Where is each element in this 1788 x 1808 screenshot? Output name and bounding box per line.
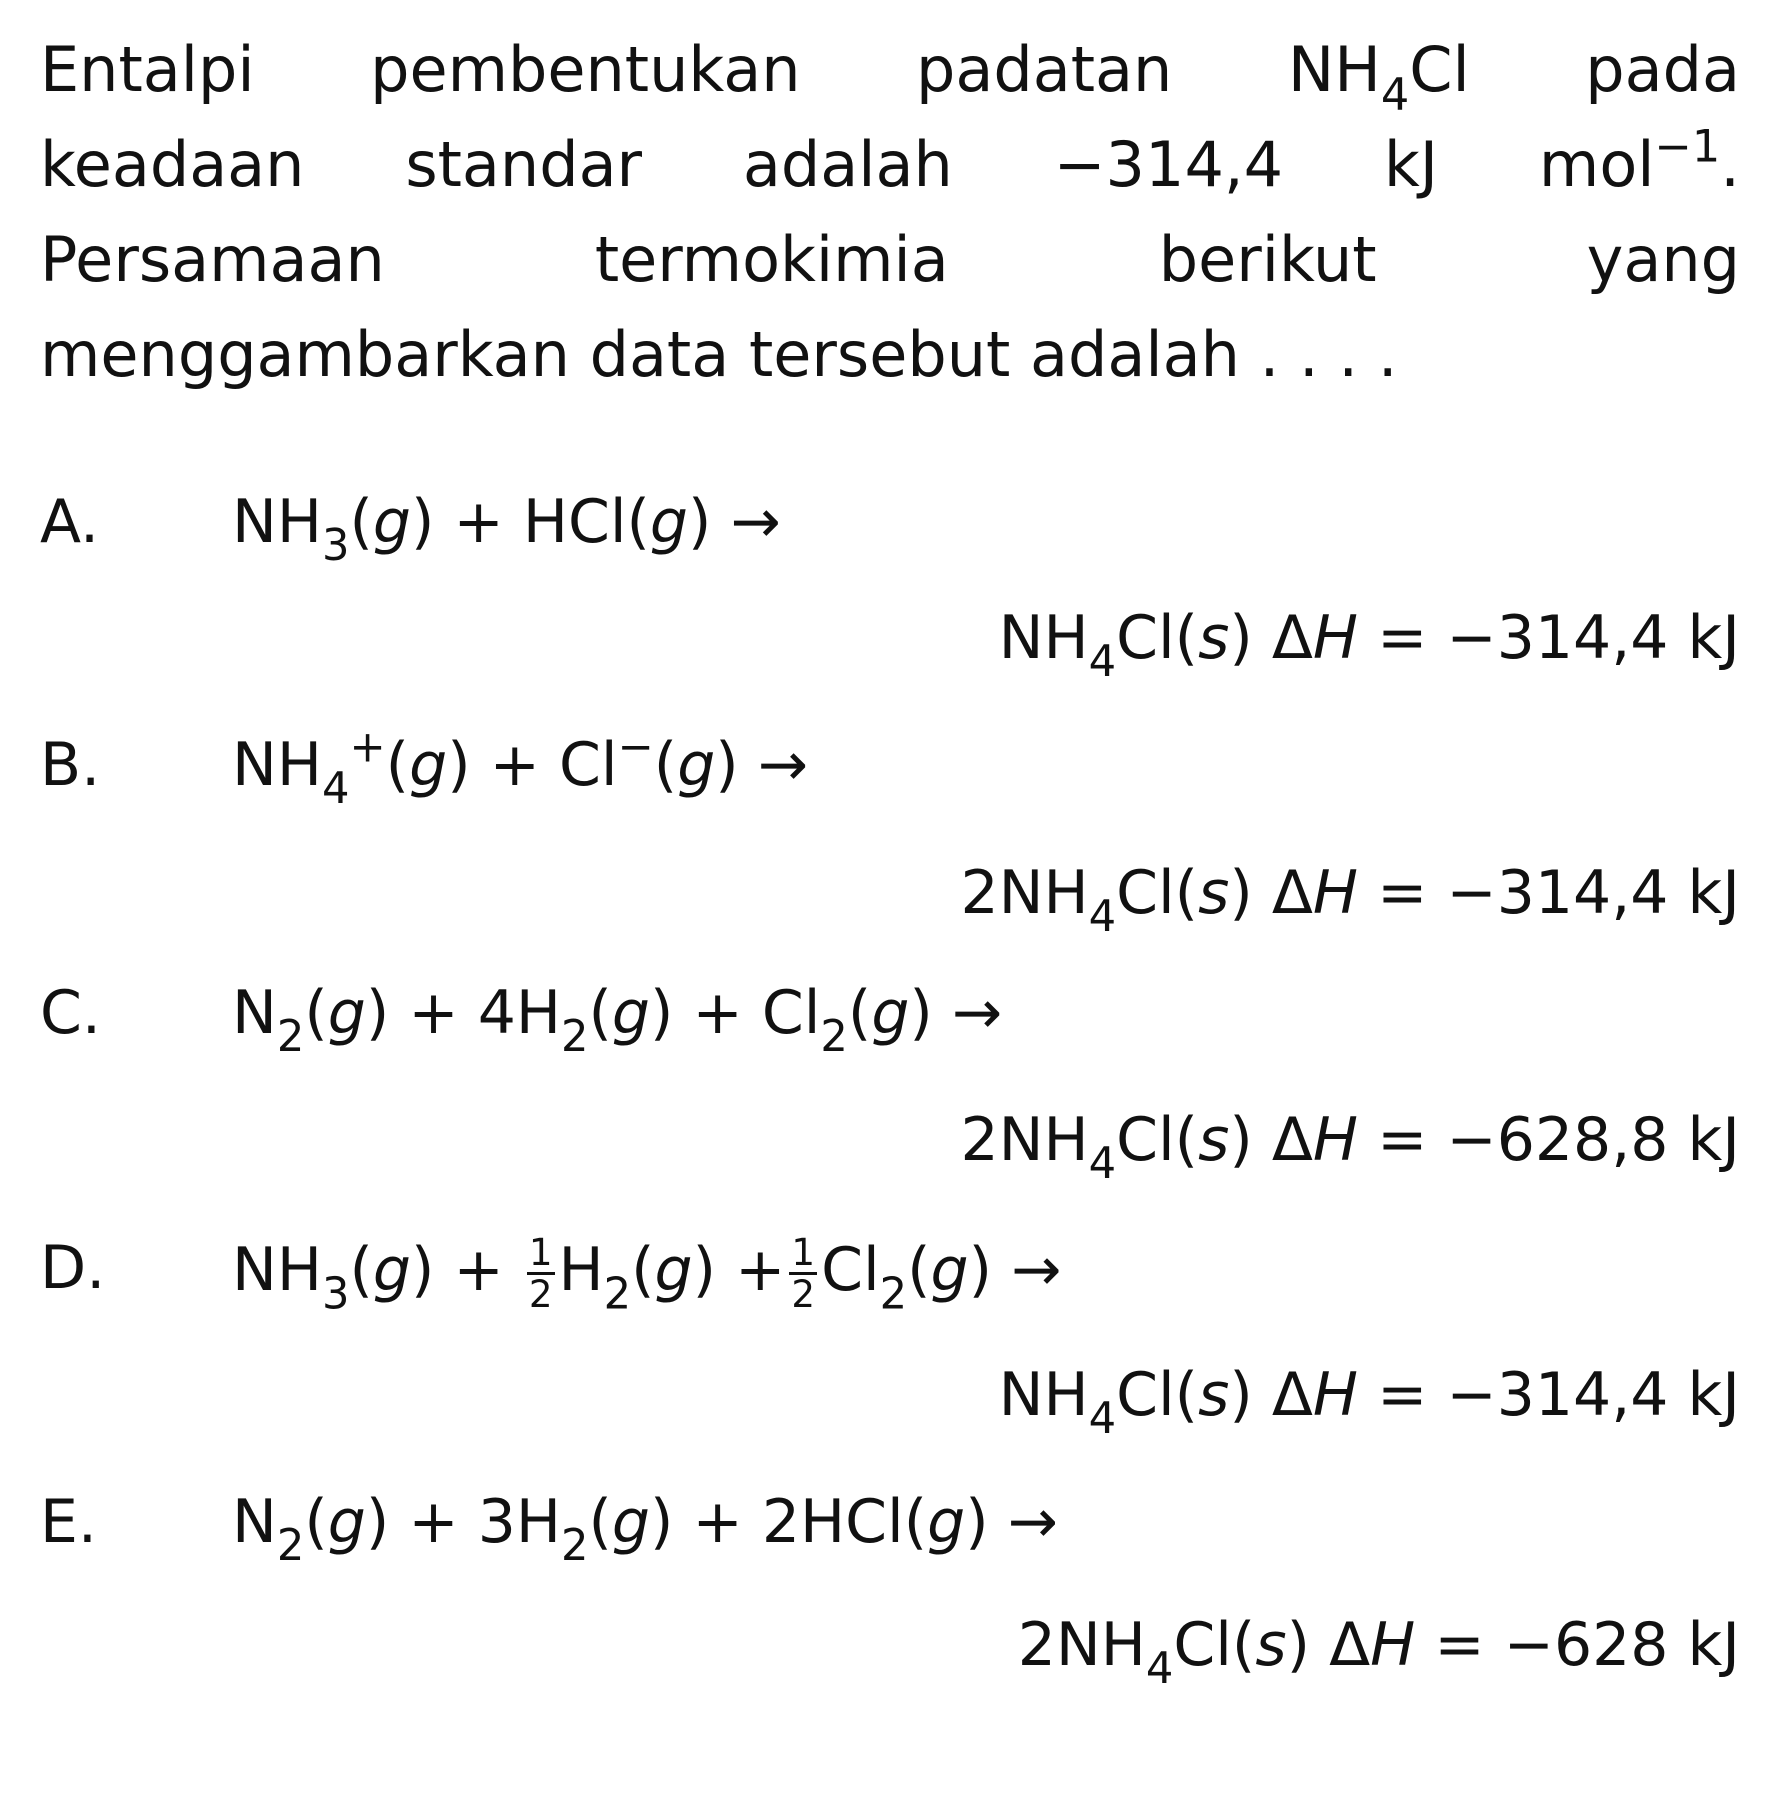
- equation-text: (: [847, 978, 872, 1048]
- option-products[interactable]: [960, 858, 1740, 943]
- italic-symbol: H: [1370, 1610, 1416, 1680]
- equation-text: ) Δ: [1286, 1610, 1371, 1680]
- equation-text: (: [349, 487, 373, 557]
- italic-symbol: g: [654, 1235, 693, 1306]
- italic-symbol: g: [409, 730, 448, 800]
- option-letter[interactable]: B.: [40, 730, 101, 800]
- italic-symbol: g: [930, 1235, 969, 1306]
- equation-text: = −628,8 kJ: [1358, 1105, 1740, 1175]
- italic-symbol: g: [871, 978, 910, 1048]
- fraction: [527, 1230, 555, 1317]
- equation-text: Cl(: [1173, 1610, 1256, 1680]
- equation-text: ) + 3H: [365, 1487, 562, 1557]
- option-reactants[interactable]: [232, 722, 809, 815]
- equation-text: NH: [232, 487, 322, 557]
- italic-symbol: H: [1312, 1360, 1359, 1430]
- subscript: 4: [1088, 637, 1117, 688]
- subscript: 2: [561, 1521, 589, 1572]
- italic-symbol: g: [372, 487, 411, 557]
- question-line-4: menggambarkan data tersebut adalah . . . .: [40, 318, 1398, 391]
- equation-text: NH: [232, 1235, 322, 1306]
- equation-text: H: [558, 1235, 604, 1306]
- equation-text: ) Δ: [1229, 858, 1313, 928]
- equation-text: Cl(: [1116, 1360, 1199, 1430]
- equation-text: N: [232, 1487, 277, 1557]
- equation-text: ) +: [692, 1235, 786, 1306]
- subscript: 2: [561, 1012, 589, 1063]
- subscript: 4: [1088, 892, 1117, 943]
- option-letter[interactable]: C.: [40, 978, 101, 1048]
- equation-text: 2NH: [1017, 1610, 1146, 1680]
- equation-text: Cl(: [1116, 603, 1199, 673]
- question-stem: [40, 22, 1740, 402]
- equation-text: (: [304, 978, 328, 1048]
- equation-text: ) Δ: [1229, 1105, 1313, 1175]
- equation-text: ) →: [965, 1487, 1058, 1557]
- equation-text: ) + 2HCl(: [650, 1487, 928, 1557]
- equation-text: ) →: [715, 730, 809, 800]
- subscript: 4: [1088, 1139, 1117, 1190]
- question-line-1: Entalpi pembentukan padatan $NH_4Cl$ pada: [40, 33, 1740, 121]
- fraction-denominator: 2: [791, 1272, 816, 1317]
- fraction-denominator: 2: [528, 1272, 553, 1317]
- equation-text: Cl(: [1116, 1105, 1199, 1175]
- equation-text: ) Δ: [1229, 603, 1313, 673]
- equation-text: (: [588, 978, 612, 1048]
- fraction-numerator: 1: [791, 1230, 816, 1274]
- subscript: 4: [322, 764, 350, 815]
- italic-symbol: g: [611, 1487, 651, 1557]
- superscript: −: [617, 722, 654, 773]
- equation-text: (: [653, 730, 678, 800]
- italic-symbol: g: [611, 978, 651, 1048]
- subscript: 2: [276, 1521, 305, 1572]
- equation-text: = −314,4 kJ: [1358, 1360, 1740, 1430]
- italic-symbol: s: [1198, 603, 1230, 673]
- equation-text: ) Δ: [1229, 1360, 1313, 1430]
- equation-text: = −314,4 kJ: [1358, 603, 1740, 673]
- equation-text: 2NH: [960, 1105, 1089, 1175]
- subscript: 2: [276, 1012, 305, 1063]
- equation-text: N: [232, 978, 277, 1048]
- equation-text: Cl: [821, 1235, 880, 1306]
- subscript: 4: [1088, 1394, 1117, 1445]
- subscript: 2: [879, 1269, 908, 1320]
- equation-text: ) →: [909, 978, 1003, 1048]
- option-reactants[interactable]: [232, 978, 1003, 1063]
- equation-text: (: [385, 730, 410, 800]
- equation-text: Cl(: [1116, 858, 1199, 928]
- superscript: +: [349, 722, 386, 773]
- option-letter[interactable]: A.: [40, 487, 100, 557]
- equation-text: (: [631, 1235, 655, 1306]
- subscript: 3: [322, 1269, 350, 1320]
- fraction: [789, 1230, 817, 1317]
- equation-text: NH: [998, 603, 1089, 673]
- equation-text: ) + Cl: [447, 730, 618, 800]
- italic-symbol: H: [1312, 1105, 1359, 1175]
- italic-symbol: s: [1198, 858, 1230, 928]
- equation-text: = −628 kJ: [1415, 1610, 1740, 1680]
- italic-symbol: s: [1198, 1360, 1230, 1430]
- option-letter[interactable]: D.: [40, 1233, 106, 1303]
- italic-symbol: s: [1198, 1105, 1230, 1175]
- subscript: 4: [1145, 1644, 1174, 1695]
- equation-text: ) →: [688, 487, 781, 557]
- equation-text: ) +: [411, 1235, 523, 1306]
- equation-text: 2NH: [960, 858, 1089, 928]
- equation-text: ) →: [968, 1235, 1062, 1306]
- subscript: 3: [322, 521, 350, 572]
- equation-text: (: [304, 1487, 328, 1557]
- equation-text: ) + Cl: [650, 978, 821, 1048]
- option-products[interactable]: [998, 603, 1740, 688]
- subscript: 2: [820, 1012, 848, 1063]
- equation-text: = −314,4 kJ: [1358, 858, 1740, 928]
- option-reactants[interactable]: [232, 487, 781, 572]
- option-reactants[interactable]: [232, 1230, 1062, 1320]
- question-line-2: keadaan standar adalah −314,4 kJ mol$^{-1}$.: [40, 120, 1740, 201]
- italic-symbol: g: [927, 1487, 966, 1557]
- option-letter[interactable]: E.: [40, 1487, 97, 1557]
- equation-text: (: [588, 1487, 612, 1557]
- italic-symbol: g: [327, 1487, 366, 1557]
- equation-text: NH: [998, 1360, 1089, 1430]
- option-products[interactable]: [1017, 1610, 1740, 1695]
- italic-symbol: H: [1312, 858, 1359, 928]
- option-products[interactable]: [998, 1360, 1740, 1445]
- subscript: 2: [603, 1269, 632, 1320]
- option-reactants[interactable]: [232, 1487, 1058, 1572]
- italic-symbol: g: [677, 730, 716, 800]
- equation-text: (: [907, 1235, 931, 1306]
- option-products[interactable]: [960, 1105, 1740, 1190]
- italic-symbol: g: [327, 978, 366, 1048]
- italic-symbol: g: [372, 1235, 411, 1306]
- question-line-3: Persamaan termokimia berikut yang: [40, 223, 1740, 296]
- italic-symbol: s: [1255, 1610, 1287, 1680]
- equation-text: ) + 4H: [365, 978, 562, 1048]
- italic-symbol: H: [1312, 603, 1359, 673]
- fraction-numerator: 1: [528, 1230, 553, 1274]
- italic-symbol: g: [649, 487, 689, 557]
- equation-text: NH: [232, 730, 322, 800]
- equation-text: ) + HCl(: [411, 487, 650, 557]
- equation-text: (: [349, 1235, 373, 1306]
